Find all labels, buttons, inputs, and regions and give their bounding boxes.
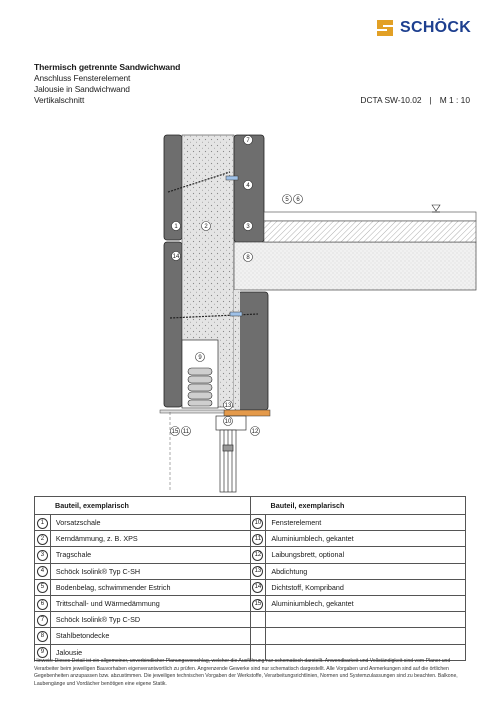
row-number (35, 547, 51, 563)
row-label: Abdichtung (266, 563, 466, 579)
row-number (35, 531, 51, 547)
table-row (35, 612, 466, 628)
alu-sheet (160, 410, 224, 413)
number-circle: 1 (37, 518, 48, 529)
row-number (250, 531, 266, 547)
row-label: Tragschale (50, 547, 250, 563)
subtitle-1: Anschluss Fensterelement (34, 73, 131, 83)
marker-6 (294, 195, 303, 204)
row-label: Schöck Isolink® Typ C-SD (50, 612, 250, 628)
svg-text:8: 8 (246, 255, 250, 261)
subtitle-3: Vertikalschnitt (34, 95, 85, 105)
drawing-scale: M 1 : 10 (439, 95, 470, 105)
number-circle: 4 (37, 566, 48, 577)
svg-text:14: 14 (172, 254, 180, 260)
marker-15 (171, 427, 180, 436)
impact-insulation (264, 221, 476, 242)
svg-text:1: 1 (174, 224, 178, 230)
number-circle: 9 (37, 647, 48, 658)
svg-text:4: 4 (246, 183, 250, 189)
table-row (35, 563, 466, 579)
row-number (250, 515, 266, 531)
row-number (250, 563, 266, 579)
reveal-board (224, 410, 270, 416)
marker-11 (182, 427, 191, 436)
row-number (35, 595, 51, 611)
marker-14 (172, 252, 181, 261)
svg-text:15: 15 (171, 429, 179, 435)
row-number (35, 563, 51, 579)
blind-slats (188, 368, 212, 406)
subtitle-2: Jalousie in Sandwichwand (34, 84, 130, 94)
row-label: Vorsatzschale (50, 515, 250, 531)
row-label: Aluminiumblech, gekantet (266, 595, 466, 611)
outer-leaf (164, 135, 182, 407)
drawing-code: DCTA SW-10.02 (360, 95, 422, 105)
brand-name: SCHÖCK (400, 19, 472, 36)
row-number (35, 612, 51, 628)
row-label: Schöck Isolink® Typ C-SH (50, 563, 250, 579)
svg-text:7: 7 (246, 138, 250, 144)
page-title: Thermisch getrennte Sandwichwand (34, 62, 181, 72)
header-left: Bauteil, exemplarisch (35, 497, 251, 515)
separator: | (429, 95, 432, 105)
row-label: Laibungsbrett, optional (266, 547, 466, 563)
number-circle: 12 (252, 550, 263, 561)
number-circle: 8 (37, 631, 48, 642)
table-row (35, 595, 466, 611)
row-number (250, 579, 266, 595)
number-circle: 15 (252, 599, 263, 610)
row-number (250, 628, 266, 644)
marker-13 (224, 401, 233, 410)
row-label: Trittschall- und Wärmedämmung (50, 595, 250, 611)
svg-text:5: 5 (285, 197, 289, 203)
row-label: Aluminiumblech, gekantet (266, 531, 466, 547)
number-circle: 7 (37, 615, 48, 626)
svg-text:2: 2 (204, 224, 208, 230)
marker-1 (172, 222, 181, 231)
marker-12 (251, 427, 260, 436)
row-label: Kerndämmung, z. B. XPS (50, 531, 250, 547)
row-label (266, 612, 466, 628)
svg-text:10: 10 (224, 419, 232, 425)
row-label: Dichtstoff, Komprіband (266, 579, 466, 595)
row-label: Jalousie (50, 644, 250, 660)
svg-text:6: 6 (296, 197, 300, 203)
table-header (35, 497, 466, 515)
number-circle: 5 (37, 582, 48, 593)
marker-5 (283, 195, 292, 204)
table-row (35, 515, 466, 531)
row-label (266, 628, 466, 644)
disclaimer-note: Hinweis: Dieses Detail ist ein allgemeiner, unverbindlicher Planungsvorschlag, welcher die Ausführung nur schematisch darstellt. Anwendbarkeit und Vollständigkeit sind vom Planer und Verarbeiter beim jeweiligen Bauvorhaben eigenverantwortlich zu prüfen. Angrenzende Gewerke sind nur schematisch dargestellt. Alle Vorgaben und Anmerkungen sind auf die örtlichen Gegebenheiten anzupassen bzw. abzustimmen. Die jeweiligen technischen Vorgaben der Werkstoffe, Verarbeitungsrichtlinien, Normen und Systemzulassungen sind zu beachten. Balkone, Laubengänge und Vordächer benötigen eine eigene Statik. (34, 658, 458, 687)
table-row (35, 579, 466, 595)
number-circle: 13 (252, 566, 263, 577)
marker-10 (224, 417, 233, 426)
marker-4 (244, 181, 253, 190)
svg-text:13: 13 (224, 403, 232, 409)
svg-text:3: 3 (246, 224, 250, 230)
table-row (35, 628, 466, 644)
row-number (250, 547, 266, 563)
row-number (35, 579, 51, 595)
row-label: Bodenbelag, schwimmender Estrich (50, 579, 250, 595)
number-circle: 11 (252, 534, 263, 545)
number-circle: 14 (252, 582, 263, 593)
number-circle: 3 (37, 550, 48, 561)
inner-leaf-lower (238, 292, 268, 410)
marker-8 (244, 253, 253, 262)
floor-screed (264, 212, 476, 221)
row-number (250, 595, 266, 611)
row-label: Stahlbetondecke (50, 628, 250, 644)
row-label: Fensterelement (266, 515, 466, 531)
row-number (35, 628, 51, 644)
row-number (35, 515, 51, 531)
marker-7 (244, 136, 253, 145)
concrete-slab (234, 242, 476, 290)
svg-text:9: 9 (198, 355, 202, 361)
table-row (35, 531, 466, 547)
svg-text:11: 11 (182, 429, 190, 435)
window-frame (216, 416, 246, 492)
number-circle: 2 (37, 534, 48, 545)
row-number (250, 612, 266, 628)
marker-9 (196, 353, 205, 362)
svg-text:12: 12 (251, 429, 259, 435)
number-circle: 6 (37, 599, 48, 610)
number-circle: 10 (252, 518, 263, 529)
parts-table (34, 496, 466, 661)
marker-2 (202, 222, 211, 231)
marker-3 (244, 222, 253, 231)
table-row (35, 547, 466, 563)
header-right: Bauteil, exemplarisch (250, 497, 465, 515)
level-marker-icon (432, 205, 440, 211)
